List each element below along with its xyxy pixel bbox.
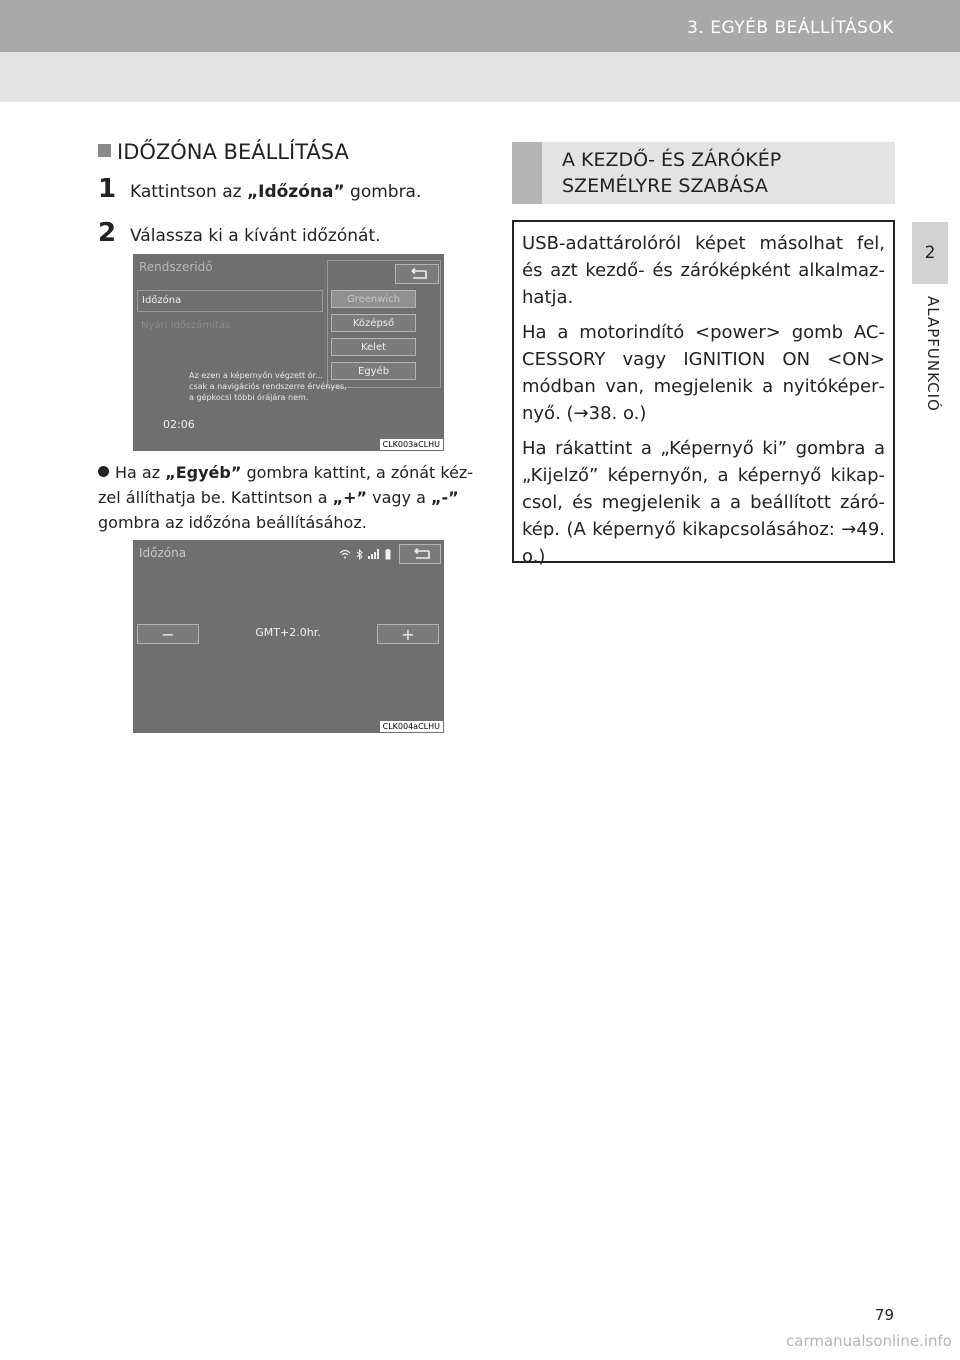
step-text: Kattintson az „Időzóna” gombra. — [130, 182, 422, 202]
chapter-number-tab: 2 — [912, 222, 948, 284]
header-tab-decoration — [512, 142, 542, 204]
bullet-note: Ha az „Egyéb” gombra kattint, a zónát kézzel állíthatja be. Kattintson a „+” vagy a „-” gombra az időzóna beállításához. — [98, 463, 474, 532]
image-code: CLK003aCLHU — [380, 439, 443, 450]
step-number: 1 — [98, 174, 117, 204]
image-code: CLK004aCLHU — [380, 721, 443, 732]
east-button[interactable]: Kelet — [331, 338, 416, 356]
minus-button[interactable]: − — [137, 624, 199, 644]
info-box-title: A KEZDŐ- ÉS ZÁRÓKÉP SZEMÉLYRE SZABÁSA — [562, 149, 782, 197]
screen-title: Rendszeridő — [139, 260, 213, 274]
step-number: 2 — [98, 218, 117, 248]
bluetooth-icon — [356, 549, 363, 560]
watermark: carmanualsonline.info — [786, 1332, 952, 1350]
info-box — [512, 220, 895, 567]
timezone-row[interactable]: Időzóna — [137, 290, 323, 312]
info-paragraph-3: Ha rákattint a „Képernyő ki” gombra a „Kijelző” képernyőn, a képernyő kikapcsol, és megjelenik a a beállított zárókép. (A képernyő kikapcsolásához: →49. o.) — [522, 438, 885, 567]
info-message: Az ezen a képernyőn végzett ór... csak a navigációs rendszerre érvényes, a gépkocsi többi órájára nem. — [189, 371, 347, 402]
central-button[interactable]: Középső — [331, 314, 416, 332]
dst-row[interactable]: Nyári időszámítás — [141, 320, 231, 331]
step-text: Válassza ki a kívánt időzónát. — [130, 226, 381, 246]
page-number: 79 — [874, 1306, 894, 1324]
bullet-dot-icon — [98, 466, 109, 477]
back-button[interactable] — [399, 544, 441, 564]
signal-icon — [368, 549, 380, 559]
timezone-value: GMT+2.0hr. — [255, 626, 321, 639]
step-1 — [98, 174, 421, 204]
screenshot-system-time — [133, 254, 444, 451]
chapter-side-label: ALAPFUNKCIÓ — [924, 296, 942, 412]
header-bar — [0, 0, 960, 52]
status-icons — [339, 546, 391, 562]
section-title — [98, 140, 349, 164]
screenshot-timezone — [133, 540, 444, 733]
info-paragraph-2: Ha a motorindító <power> gomb ACCESSORY vagy IGNITION ON <ON> módban van, megjelenik a nyitóképernyő. (→38. o.) — [522, 322, 885, 424]
battery-icon — [385, 549, 391, 560]
header-subbar — [0, 52, 960, 102]
wifi-icon — [339, 549, 351, 559]
plus-button[interactable]: + — [377, 624, 439, 644]
step-2 — [98, 218, 381, 248]
clock: 02:06 — [163, 418, 195, 431]
other-button[interactable]: Egyéb — [331, 362, 416, 380]
chapter-title: 3. EGYÉB BEÁLLÍTÁSOK — [687, 18, 894, 38]
back-arrow-icon — [409, 548, 431, 560]
screen-title: Időzóna — [139, 546, 187, 560]
info-box-header — [512, 142, 895, 204]
greenwich-button[interactable]: Greenwich — [331, 290, 416, 308]
info-paragraph-1: USB-adattárolóról képet másolhat fel, és azt kezdő- és záróképként alkalmazhatja. — [522, 233, 885, 308]
square-bullet-icon — [98, 144, 111, 157]
section-title-text: IDŐZÓNA BEÁLLÍTÁSA — [117, 140, 349, 164]
